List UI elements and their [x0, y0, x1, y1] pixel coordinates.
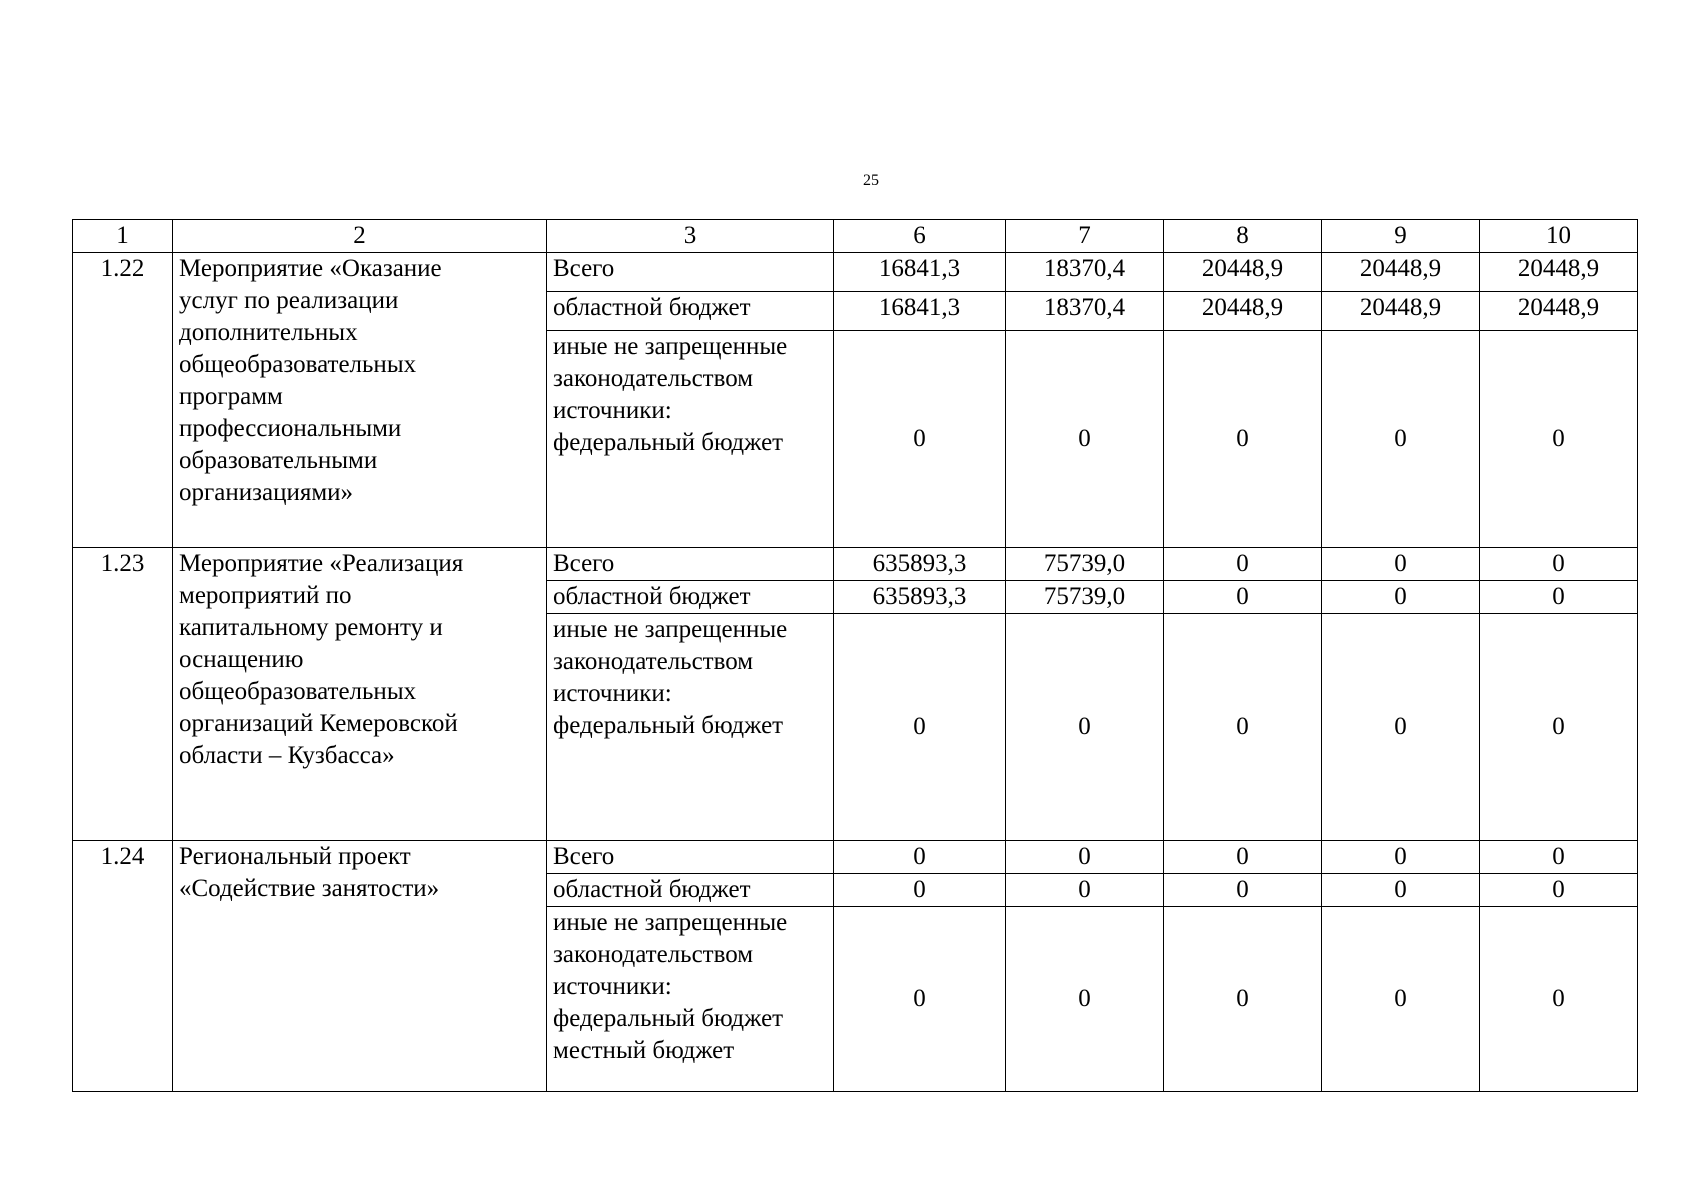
source-other-line: иные не запрещенные	[553, 616, 788, 643]
value-cell: 20448,9	[1164, 292, 1322, 331]
value-cell: 0	[1164, 548, 1322, 581]
row-name-line: Региональный проект	[179, 843, 411, 870]
value-cell: 20448,9	[1164, 253, 1322, 292]
value-cell: 0	[834, 614, 1006, 841]
source-other-line: иные не запрещенные	[553, 333, 788, 360]
source-other-label	[547, 907, 834, 1092]
row-number: 1.24	[73, 841, 173, 1092]
row-name-line: организаций Кемеровской	[179, 710, 458, 737]
source-total-label: Всего	[547, 548, 834, 581]
table-row	[73, 841, 1638, 874]
value-cell: 0	[1322, 874, 1480, 907]
source-other-line: источники:	[553, 397, 672, 424]
row-name-line: профессиональными	[179, 415, 402, 442]
source-other-line: федеральный бюджет	[553, 1005, 784, 1032]
header-cell: 6	[834, 220, 1006, 253]
row-name	[173, 548, 547, 841]
header-cell: 2	[173, 220, 547, 253]
page-number: 25	[863, 172, 879, 189]
value-cell: 0	[1480, 841, 1638, 874]
value-cell: 0	[1322, 614, 1480, 841]
source-other-line: федеральный бюджет	[553, 712, 784, 739]
value-cell: 0	[1006, 841, 1164, 874]
row-name-line: дополнительных	[179, 319, 358, 346]
value-cell: 0	[1480, 581, 1638, 614]
value-cell: 0	[1006, 907, 1164, 1092]
value-cell: 0	[1164, 841, 1322, 874]
value-cell: 0	[1164, 614, 1322, 841]
header-cell: 9	[1322, 220, 1480, 253]
value-cell: 0	[834, 331, 1006, 548]
source-other-line: местный бюджет	[553, 1037, 735, 1064]
source-other-line: законодательством	[553, 365, 754, 392]
value-cell: 16841,3	[834, 253, 1006, 292]
source-other-label	[547, 614, 834, 841]
value-cell: 0	[1480, 548, 1638, 581]
header-cell: 8	[1164, 220, 1322, 253]
value-cell: 0	[1006, 614, 1164, 841]
value-cell: 20448,9	[1480, 292, 1638, 331]
value-cell: 0	[1006, 874, 1164, 907]
table-row	[73, 548, 1638, 581]
row-name-line: Мероприятие «Оказание	[179, 255, 442, 282]
budget-table	[72, 219, 1638, 1092]
value-cell: 0	[1164, 581, 1322, 614]
value-cell: 75739,0	[1006, 548, 1164, 581]
value-cell: 20448,9	[1322, 253, 1480, 292]
row-name	[173, 253, 547, 548]
value-cell: 635893,3	[834, 548, 1006, 581]
source-other-line: источники:	[553, 973, 672, 1000]
source-other-line: законодательством	[553, 941, 754, 968]
row-name-line: области – Кузбасса»	[179, 742, 395, 769]
row-name-line: образовательными	[179, 447, 378, 474]
source-other-line: иные не запрещенные	[553, 909, 788, 936]
value-cell: 0	[1322, 331, 1480, 548]
source-total-label: Всего	[547, 841, 834, 874]
source-regional-label: областной бюджет	[547, 581, 834, 614]
value-cell: 0	[834, 874, 1006, 907]
value-cell: 0	[1164, 874, 1322, 907]
source-other-label	[547, 331, 834, 548]
source-other-line: законодательством	[553, 648, 754, 675]
source-other-line: источники:	[553, 680, 672, 707]
table-header-row	[73, 220, 1638, 253]
value-cell: 0	[1480, 614, 1638, 841]
value-cell: 0	[1480, 907, 1638, 1092]
value-cell: 18370,4	[1006, 292, 1164, 331]
row-name-line: организациями»	[179, 479, 354, 506]
value-cell: 16841,3	[834, 292, 1006, 331]
row-name-line: Мероприятие «Реализация	[179, 550, 464, 577]
value-cell: 0	[1480, 331, 1638, 548]
row-name-line: услуг по реализации	[179, 287, 399, 314]
value-cell: 20448,9	[1322, 292, 1480, 331]
row-number: 1.22	[73, 253, 173, 548]
value-cell: 18370,4	[1006, 253, 1164, 292]
value-cell: 0	[834, 907, 1006, 1092]
source-regional-label: областной бюджет	[547, 292, 834, 331]
row-name-line: «Содействие занятости»	[179, 875, 440, 902]
value-cell: 0	[1322, 581, 1480, 614]
row-name-line: общеобразовательных	[179, 351, 417, 378]
value-cell: 0	[1164, 331, 1322, 548]
row-name-line: мероприятий по	[179, 582, 352, 609]
row-name	[173, 841, 547, 1092]
value-cell: 0	[1322, 548, 1480, 581]
row-name-line: программ	[179, 383, 283, 410]
value-cell: 0	[1006, 331, 1164, 548]
row-name-line: общеобразовательных	[179, 678, 417, 705]
value-cell: 75739,0	[1006, 581, 1164, 614]
source-regional-label: областной бюджет	[547, 874, 834, 907]
value-cell: 0	[1322, 907, 1480, 1092]
table-row	[73, 253, 1638, 292]
value-cell: 635893,3	[834, 581, 1006, 614]
row-number: 1.23	[73, 548, 173, 841]
header-cell: 7	[1006, 220, 1164, 253]
row-name-line: оснащению	[179, 646, 304, 673]
header-cell: 1	[73, 220, 173, 253]
row-name-line: капитальному ремонту и	[179, 614, 443, 641]
source-total-label: Всего	[547, 253, 834, 292]
value-cell: 0	[1480, 874, 1638, 907]
source-other-line: федеральный бюджет	[553, 429, 784, 456]
header-cell: 10	[1480, 220, 1638, 253]
value-cell: 0	[834, 841, 1006, 874]
value-cell: 0	[1164, 907, 1322, 1092]
value-cell: 0	[1322, 841, 1480, 874]
header-cell: 3	[547, 220, 834, 253]
value-cell: 20448,9	[1480, 253, 1638, 292]
